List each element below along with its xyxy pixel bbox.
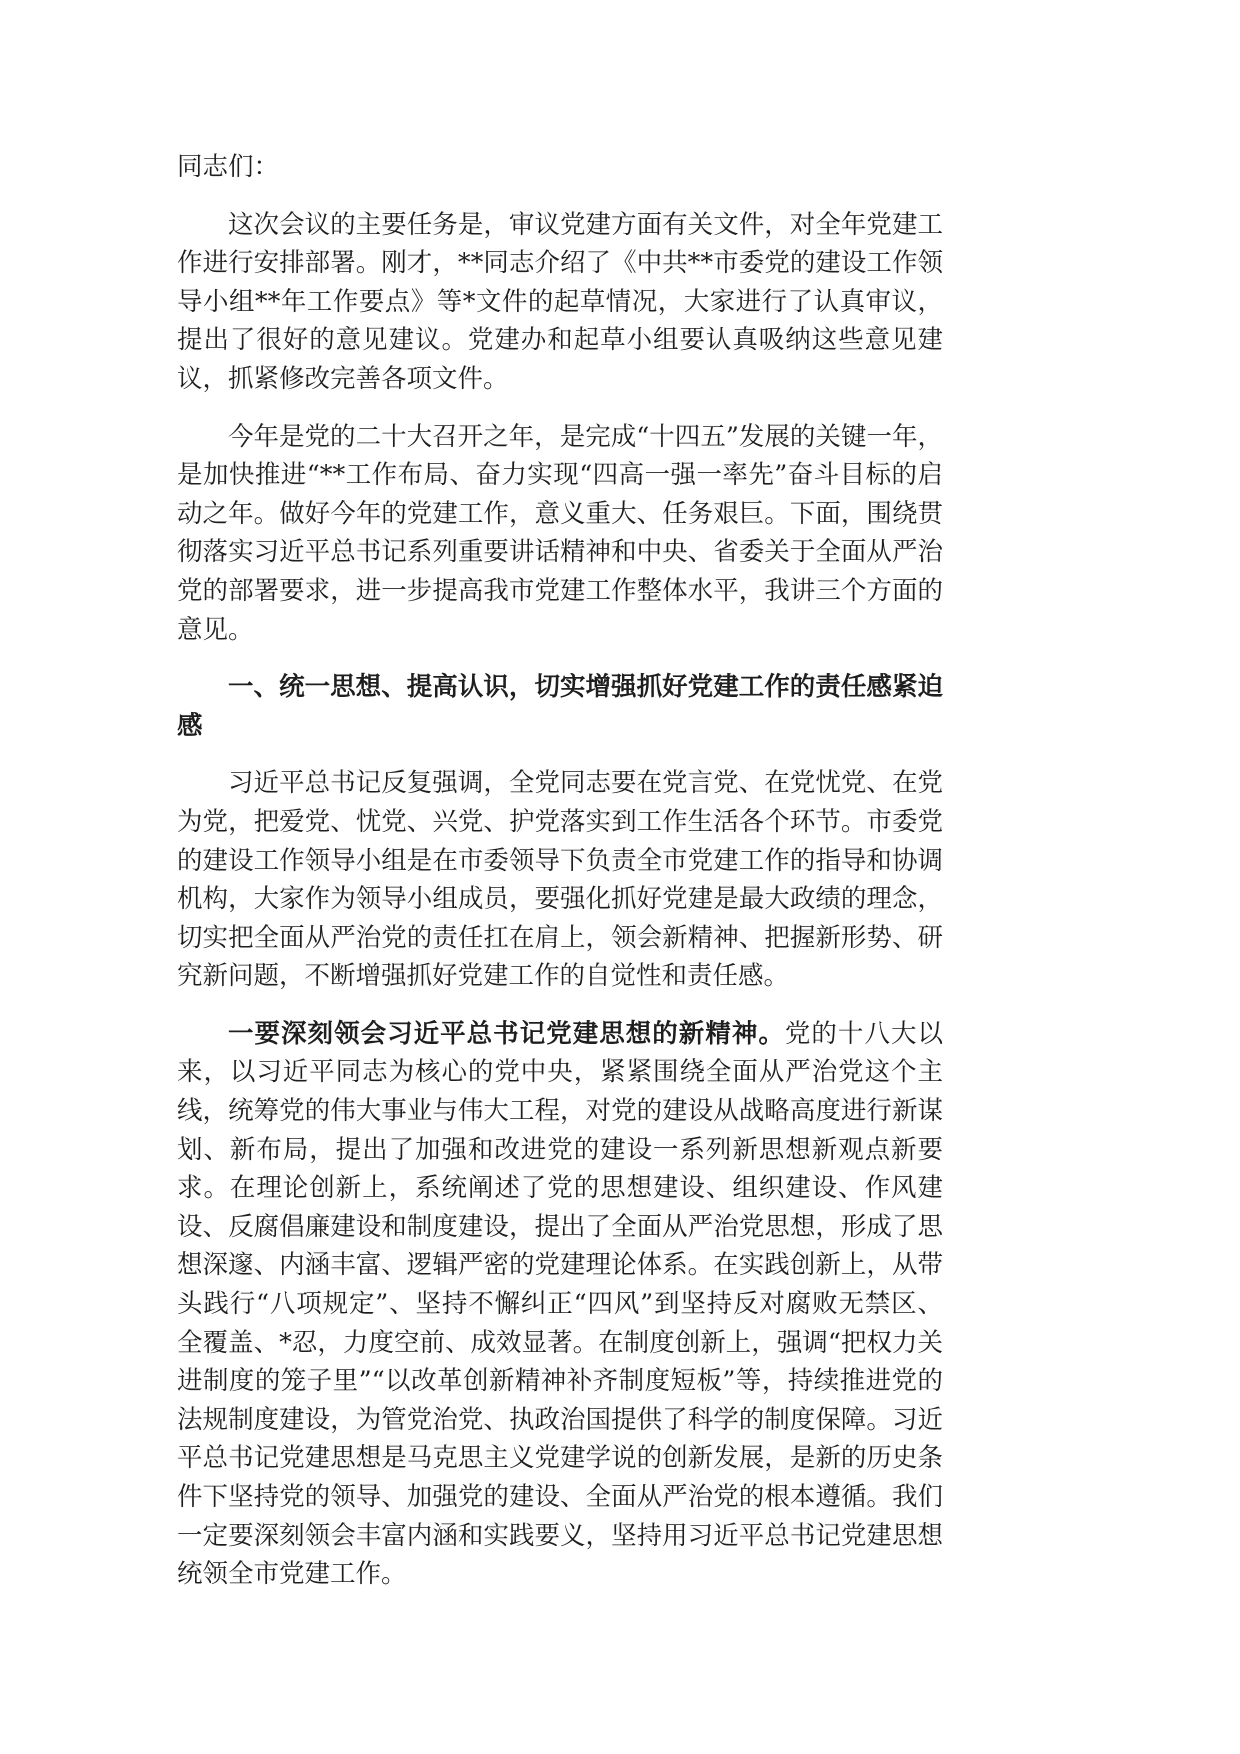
paragraph-point-1 [177, 1015, 943, 1594]
point-1-lead: 一要深刻领会习近平总书记党建思想的新精神。 [228, 1018, 785, 1049]
point-1-body: 党的十八大以来，以习近平同志为核心的党中央，紧紧围绕全面从严治党这个主线，统筹党的伟大事业与伟大工程，对党的建设从战略高度进行新谋划、新布局，提出了加强和改进党的建设一系列新思想新观点新要求。在理论创新上，系统阐述了党的思想建设、组织建设、作风建设、反腐倡廉建设和制度建设，提出了全面从严治党思想，形成了思想深邃、内涵丰富、逻辑严密的党建理论体系。在实践创新上，从带头践行“八项规定”、坚持不懈纠正“四风”到坚持反对腐败无禁区、全覆盖、*忍，力度空前、成效显著。在制度创新上，强调“把权力关进制度的笼子里”“以改革创新精神补齐制度短板”等，持续推进党的法规制度建设，为管党治党、执政治国提供了科学的制度保障。习近平总书记党建思想是马克思主义党建学说的创新发展，是新的历史条件下坚持党的领导、加强党的建设、全面从严治党的根本遵循。我们一定要深刻领会丰富内涵和实践要义，坚持用习近平总书记党建思想统领全市党建工作。 [177, 1018, 943, 1590]
paragraph-meeting-task: 这次会议的主要任务是，审议党建方面有关文件，对全年党建工作进行安排部署。刚才，**同志介绍了《中共**市委党的建设工作领导小组**年工作要点》等*文件的起草情况，大家进行了认真审议，提出了很好的意见建议。党建办和起草小组要认真吸纳这些意见建议，抓紧修改完善各项文件。 [177, 209, 943, 394]
paragraph-section-1-intro: 习近平总书记反复强调，全党同志要在党言党、在党忧党、在党为党，把爱党、忧党、兴党、护党落实到工作生活各个环节。市委党的建设工作领导小组是在市委领导下负责全市党建工作的指导和协调机构，大家作为领导小组成员，要强化抓好党建是最大政绩的理念，切实把全面从严治党的责任扛在肩上，领会新精神、把握新形势、研究新问题，不断增强抓好党建工作的自觉性和责任感。 [177, 768, 943, 992]
document-page [177, 148, 943, 1613]
salutation: 同志们： [177, 152, 280, 182]
section-heading-1: 一、统一思想、提高认识，切实增强抓好党建工作的责任感紧迫感 [177, 672, 943, 741]
paragraph-year-context: 今年是党的二十大召开之年，是完成“十四五”发展的关键一年，是加快推进“**工作布局、奋力实现“四高一强一率先”奋斗目标的启动之年。做好今年的党建工作，意义重大、任务艰巨。下面，围绕贯彻落实习近平总书记系列重要讲话精神和中央、省委关于全面从严治党的部署要求，进一步提高我市党建工作整体水平，我讲三个方面的意见。 [177, 421, 943, 645]
